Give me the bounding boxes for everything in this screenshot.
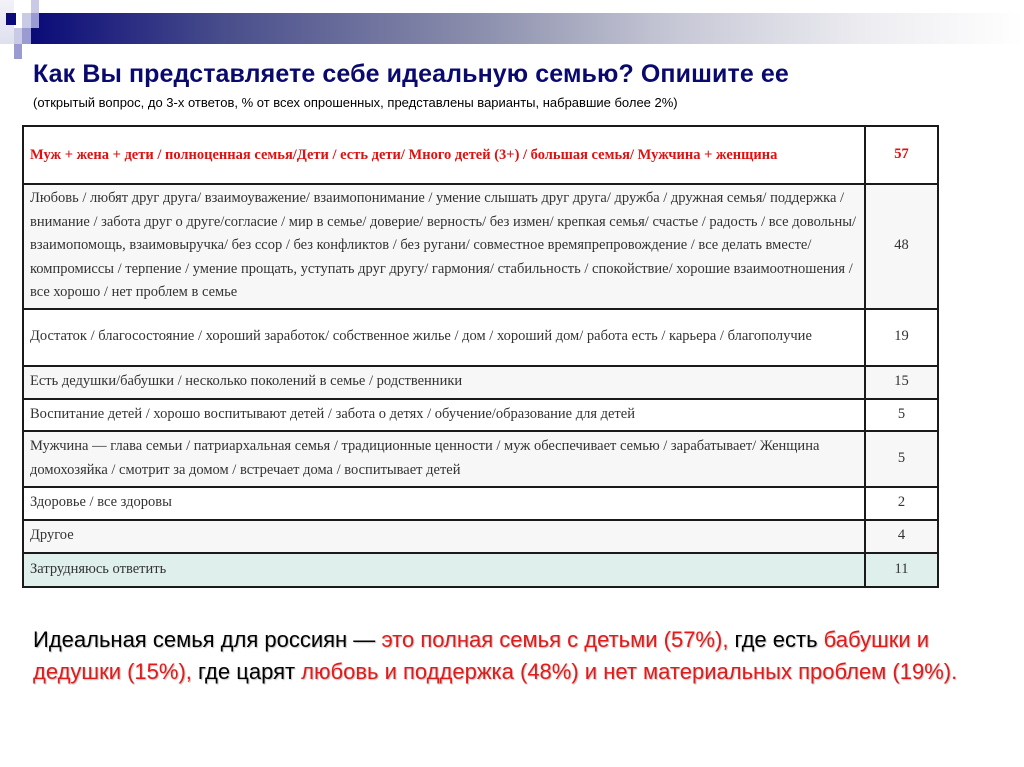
table-row xyxy=(23,309,938,366)
table-row xyxy=(23,399,938,431)
survey-results-table xyxy=(22,125,939,588)
decorative-square xyxy=(31,0,39,13)
slide-title: Как Вы представляете себе идеальную семью? Опишите ее xyxy=(33,60,789,88)
table-row xyxy=(23,431,938,487)
decorative-square xyxy=(14,28,22,44)
table-row xyxy=(23,487,938,520)
table-row xyxy=(23,184,938,309)
decorative-square xyxy=(6,13,16,25)
answer-percent: 48 xyxy=(865,184,938,309)
decorative-square xyxy=(31,13,39,28)
answer-percent: 11 xyxy=(865,553,938,587)
answer-description: Достаток / благосостояние / хороший заработок/ собственное жилье / дом / хороший дом/ работа есть / карьера / благополучие xyxy=(23,309,865,366)
answer-description: Любовь / любят друг друга/ взаимоуважение/ взаимопонимание / умение слышать друг друга/ дружба / дружная семья/ поддержка / внимание / забота друг о друге/согласие / мир в семье/ доверие/ верность/ без измен/ крепкая семья/ счастье / радость / все довольны/ взаимопомощь, взаимовыручка/ без ссор / без конфликтов / без ругани/ совместное времяпрепровождение / все делать вместе/ компромиссы / терпение / умение прощать, уступать друг другу/ гармония/ стабильность / спокойствие/ хорошие взаимоотношения / все хорошо / нет проблем в семье xyxy=(23,184,865,309)
answer-percent: 19 xyxy=(865,309,938,366)
decorative-square xyxy=(22,13,31,28)
summary-highlight: это полная семья с детьми (57%), xyxy=(381,627,729,652)
answer-description: Мужчина — глава семьи / патриархальная семья / традиционные ценности / муж обеспечивает семью / зарабатывает/ Женщина домохозяйка / смотрит за домом / встречает дома / воспитывает детей xyxy=(23,431,865,487)
answer-percent: 15 xyxy=(865,366,938,399)
answer-percent: 5 xyxy=(865,399,938,431)
table-row xyxy=(23,366,938,399)
answer-percent: 4 xyxy=(865,520,938,553)
answer-percent: 57 xyxy=(865,126,938,184)
answer-description: Затрудняюсь ответить xyxy=(23,553,865,587)
answer-description: Есть дедушки/бабушки / несколько поколений в семье / родственники xyxy=(23,366,865,399)
summary-part: где есть xyxy=(728,627,824,652)
answer-description: Воспитание детей / хорошо воспитывают детей / забота о детях / обучение/образование для детей xyxy=(23,399,865,431)
summary-part: Идеальная семья для россиян — xyxy=(33,627,382,652)
summary-part: где царят xyxy=(191,659,302,684)
summary-highlight: любовь и поддержка (48%) и нет материальных проблем (19%). xyxy=(301,659,958,684)
decorative-square xyxy=(22,28,31,44)
answer-description: Муж + жена + дети / полноценная семья/Дети / есть дети/ Много детей (3+) / большая семья/ Мужчина + женщина xyxy=(23,126,865,184)
answer-percent: 2 xyxy=(865,487,938,520)
slide-subtitle: (открытый вопрос, до 3-х ответов, % от всех опрошенных, представлены варианты, набравшие более 2%) xyxy=(33,95,678,110)
table-row xyxy=(23,520,938,553)
table-row xyxy=(23,126,938,184)
summary-text xyxy=(33,624,973,688)
summary-highlight: бабушки и дедушки (15%), xyxy=(33,627,930,684)
answer-percent: 5 xyxy=(865,431,938,487)
table-row xyxy=(23,553,938,587)
header-gradient-bar xyxy=(30,13,1024,44)
answer-description: Здоровье / все здоровы xyxy=(23,487,865,520)
answer-description: Другое xyxy=(23,520,865,553)
decorative-square xyxy=(14,44,22,59)
